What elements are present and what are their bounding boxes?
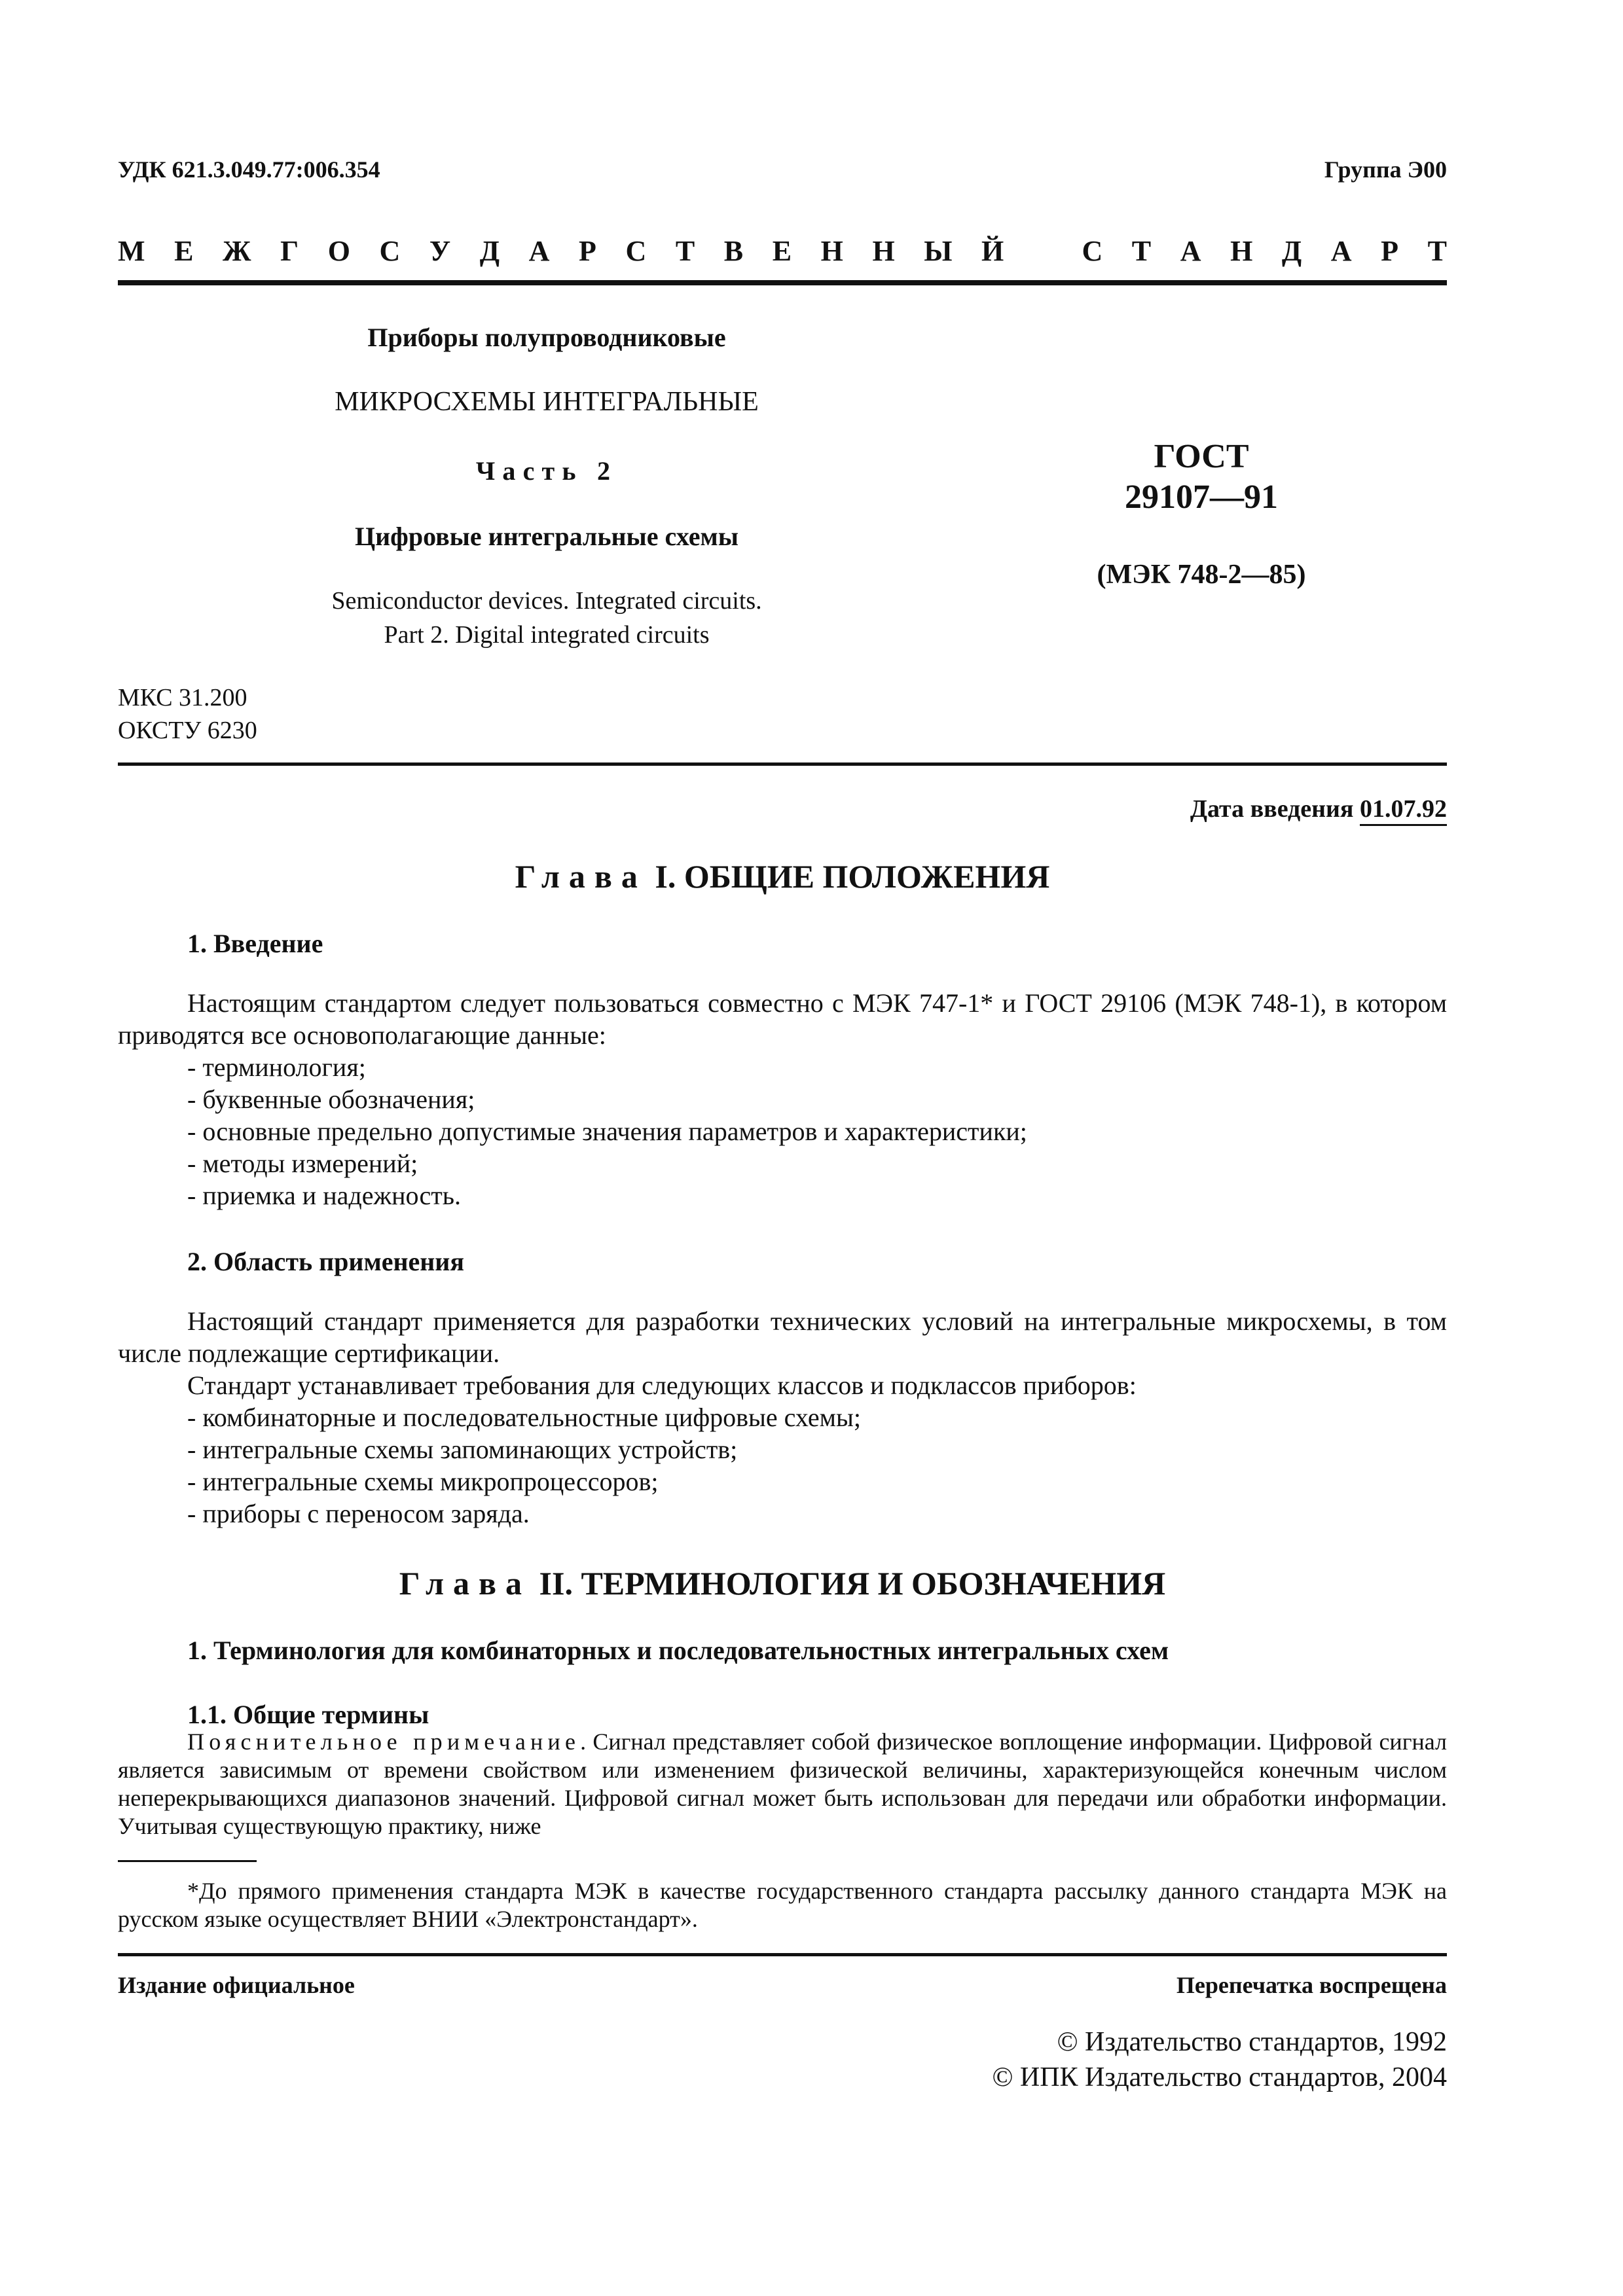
date-label: Дата введения	[1190, 795, 1354, 823]
introduction-list-item: - приемка и надежность.	[187, 1181, 461, 1210]
section-introduction-title: 1. Введение	[187, 929, 323, 958]
banner-letter: Д	[1281, 235, 1302, 267]
banner-letter: Д	[479, 235, 500, 267]
scope-list-item: - приборы с переносом заряда.	[187, 1499, 530, 1528]
footnote-text: *До прямого применения стандарта МЭК в качестве государственного стандарта рассылку данного стандарта МЭК на русском языке осуществляет ВНИИ «Электронстандарт».	[118, 1878, 1447, 1932]
section-introduction-paragraph: Настоящим стандартом следует пользоваться совместно с МЭК 747-1* и ГОСТ 29106 (МЭК 748-1), в котором приводятся все основополагающие данные:	[118, 988, 1447, 1050]
introduction-list-item: - основные предельно допустимые значения параметров и характеристики;	[187, 1117, 1027, 1146]
scope-list-item: - интегральные схемы запоминающих устройств;	[187, 1435, 738, 1464]
date-value: 01.07.92	[1360, 795, 1447, 826]
mks-code: МКС 31.200	[118, 684, 247, 711]
chapter-1-title: I. ОБЩИЕ ПОЛОЖЕНИЯ	[646, 858, 1050, 895]
footer-rule	[118, 1953, 1447, 1956]
banner-letter: Т	[1427, 235, 1447, 267]
header-rule	[118, 280, 1447, 285]
banner-letter: Н	[1230, 235, 1253, 267]
banner-letter: Р	[1381, 235, 1399, 267]
banner-letter: Т	[675, 235, 695, 267]
scope-list	[187, 1401, 861, 1530]
title-line-4: Цифровые интегральные схемы	[354, 522, 739, 551]
banner-gap	[1033, 234, 1053, 268]
banner-letter: С	[379, 235, 401, 267]
banner-letter: А	[528, 235, 550, 267]
chapter-2-heading	[118, 1564, 1447, 1602]
banner-letter: В	[723, 235, 744, 267]
section-scope-line: Стандарт устанавливает требования для следующих классов и подклассов приборов:	[187, 1371, 1137, 1400]
banner-letter: Ж	[223, 235, 251, 267]
banner-letter: Й	[981, 235, 1004, 267]
banner-letter: А	[1180, 235, 1201, 267]
banner-letter: Н	[872, 235, 895, 267]
banner-letter: М	[118, 235, 145, 267]
okstu-code: ОКСТУ 6230	[118, 717, 257, 744]
banner-letter: У	[429, 235, 451, 267]
reprint-prohibited: Перепечатка воспрещена	[1176, 1972, 1447, 1998]
scope-list-item: - интегральные схемы микропроцессоров;	[187, 1467, 659, 1496]
explanatory-note-text: . Сигнал представляет собой физическое воплощение информации. Цифровой сигнал является зависимым от времени свойством или изменением физической величины, характеризующейся конечным числом неперекрывающихся диапазонов значений. Цифровой сигнал может быть использован для передачи или обработки информации. Учитывая существующую практику, ниже	[118, 1729, 1447, 1839]
title-line-3: Часть 2	[475, 456, 618, 486]
subsection-general-terms-title: 1.1. Общие термины	[187, 1700, 429, 1729]
group-code: Группа Э00	[1324, 156, 1447, 183]
footnote-rule	[118, 1860, 257, 1862]
copyright-1992: © Издательство стандартов, 1992	[1057, 2027, 1447, 2057]
official-edition: Издание официальное	[118, 1972, 355, 1998]
banner-letter: О	[327, 235, 350, 267]
explanatory-note-label: Пояснительное примечание	[187, 1729, 581, 1755]
chapter-1-heading	[118, 857, 1447, 895]
title-english-2: Part 2. Digital integrated circuits	[384, 621, 710, 649]
udk-code: УДК 621.3.049.77:006.354	[118, 156, 380, 183]
banner-letter: Н	[820, 235, 843, 267]
copyright-2004: © ИПК Издательство стандартов, 2004	[992, 2062, 1447, 2092]
banner-letter: Ы	[924, 235, 953, 267]
banner-letter: Т	[1131, 235, 1152, 267]
banner-letter: С	[625, 235, 647, 267]
banner-letter: Р	[578, 235, 596, 267]
banner-letter: С	[1082, 235, 1103, 267]
title-line-1: Приборы полупроводниковые	[367, 323, 726, 352]
title-line-2: МИКРОСХЕМЫ ИНТЕГРАЛЬНЫЕ	[335, 387, 759, 417]
gost-number: 29107—91	[1125, 478, 1278, 516]
banner-letter: Е	[174, 235, 194, 267]
section-scope-title: 2. Область применения	[187, 1247, 464, 1276]
scope-list-item: - комбинаторные и последовательностные цифровые схемы;	[187, 1403, 861, 1432]
section-scope-paragraph: Настоящий стандарт применяется для разработки технических условий на интегральные микросхемы, в том числе подлежащие сертификации.	[118, 1306, 1447, 1368]
introduction-list-item: - буквенные обозначения;	[187, 1085, 475, 1114]
introduction-list	[187, 1051, 1027, 1211]
section-terminology-title: 1. Терминология для комбинаторных и последовательностных интегральных схем	[187, 1636, 1169, 1665]
title-rule	[118, 762, 1447, 766]
banner-letter: Е	[772, 235, 792, 267]
banner-letter: А	[1330, 235, 1352, 267]
title-english-1: Semiconductor devices. Integrated circuits.	[331, 587, 762, 615]
introduction-list-item: - терминология;	[187, 1052, 366, 1082]
chapter-1-prefix: Глава	[515, 858, 647, 895]
banner-letter: Г	[280, 235, 299, 267]
iec-number: (МЭК 748-2—85)	[1097, 560, 1306, 590]
chapter-2-title: II. ТЕРМИНОЛОГИЯ И ОБОЗНАЧЕНИЯ	[531, 1565, 1166, 1602]
introduction-list-item: - методы измерений;	[187, 1149, 418, 1178]
explanatory-note	[118, 1728, 1447, 1840]
introduction-date	[1190, 795, 1447, 823]
chapter-2-prefix: Глава	[399, 1565, 532, 1602]
standard-banner	[118, 234, 1447, 268]
gost-label: ГОСТ	[1154, 438, 1249, 475]
